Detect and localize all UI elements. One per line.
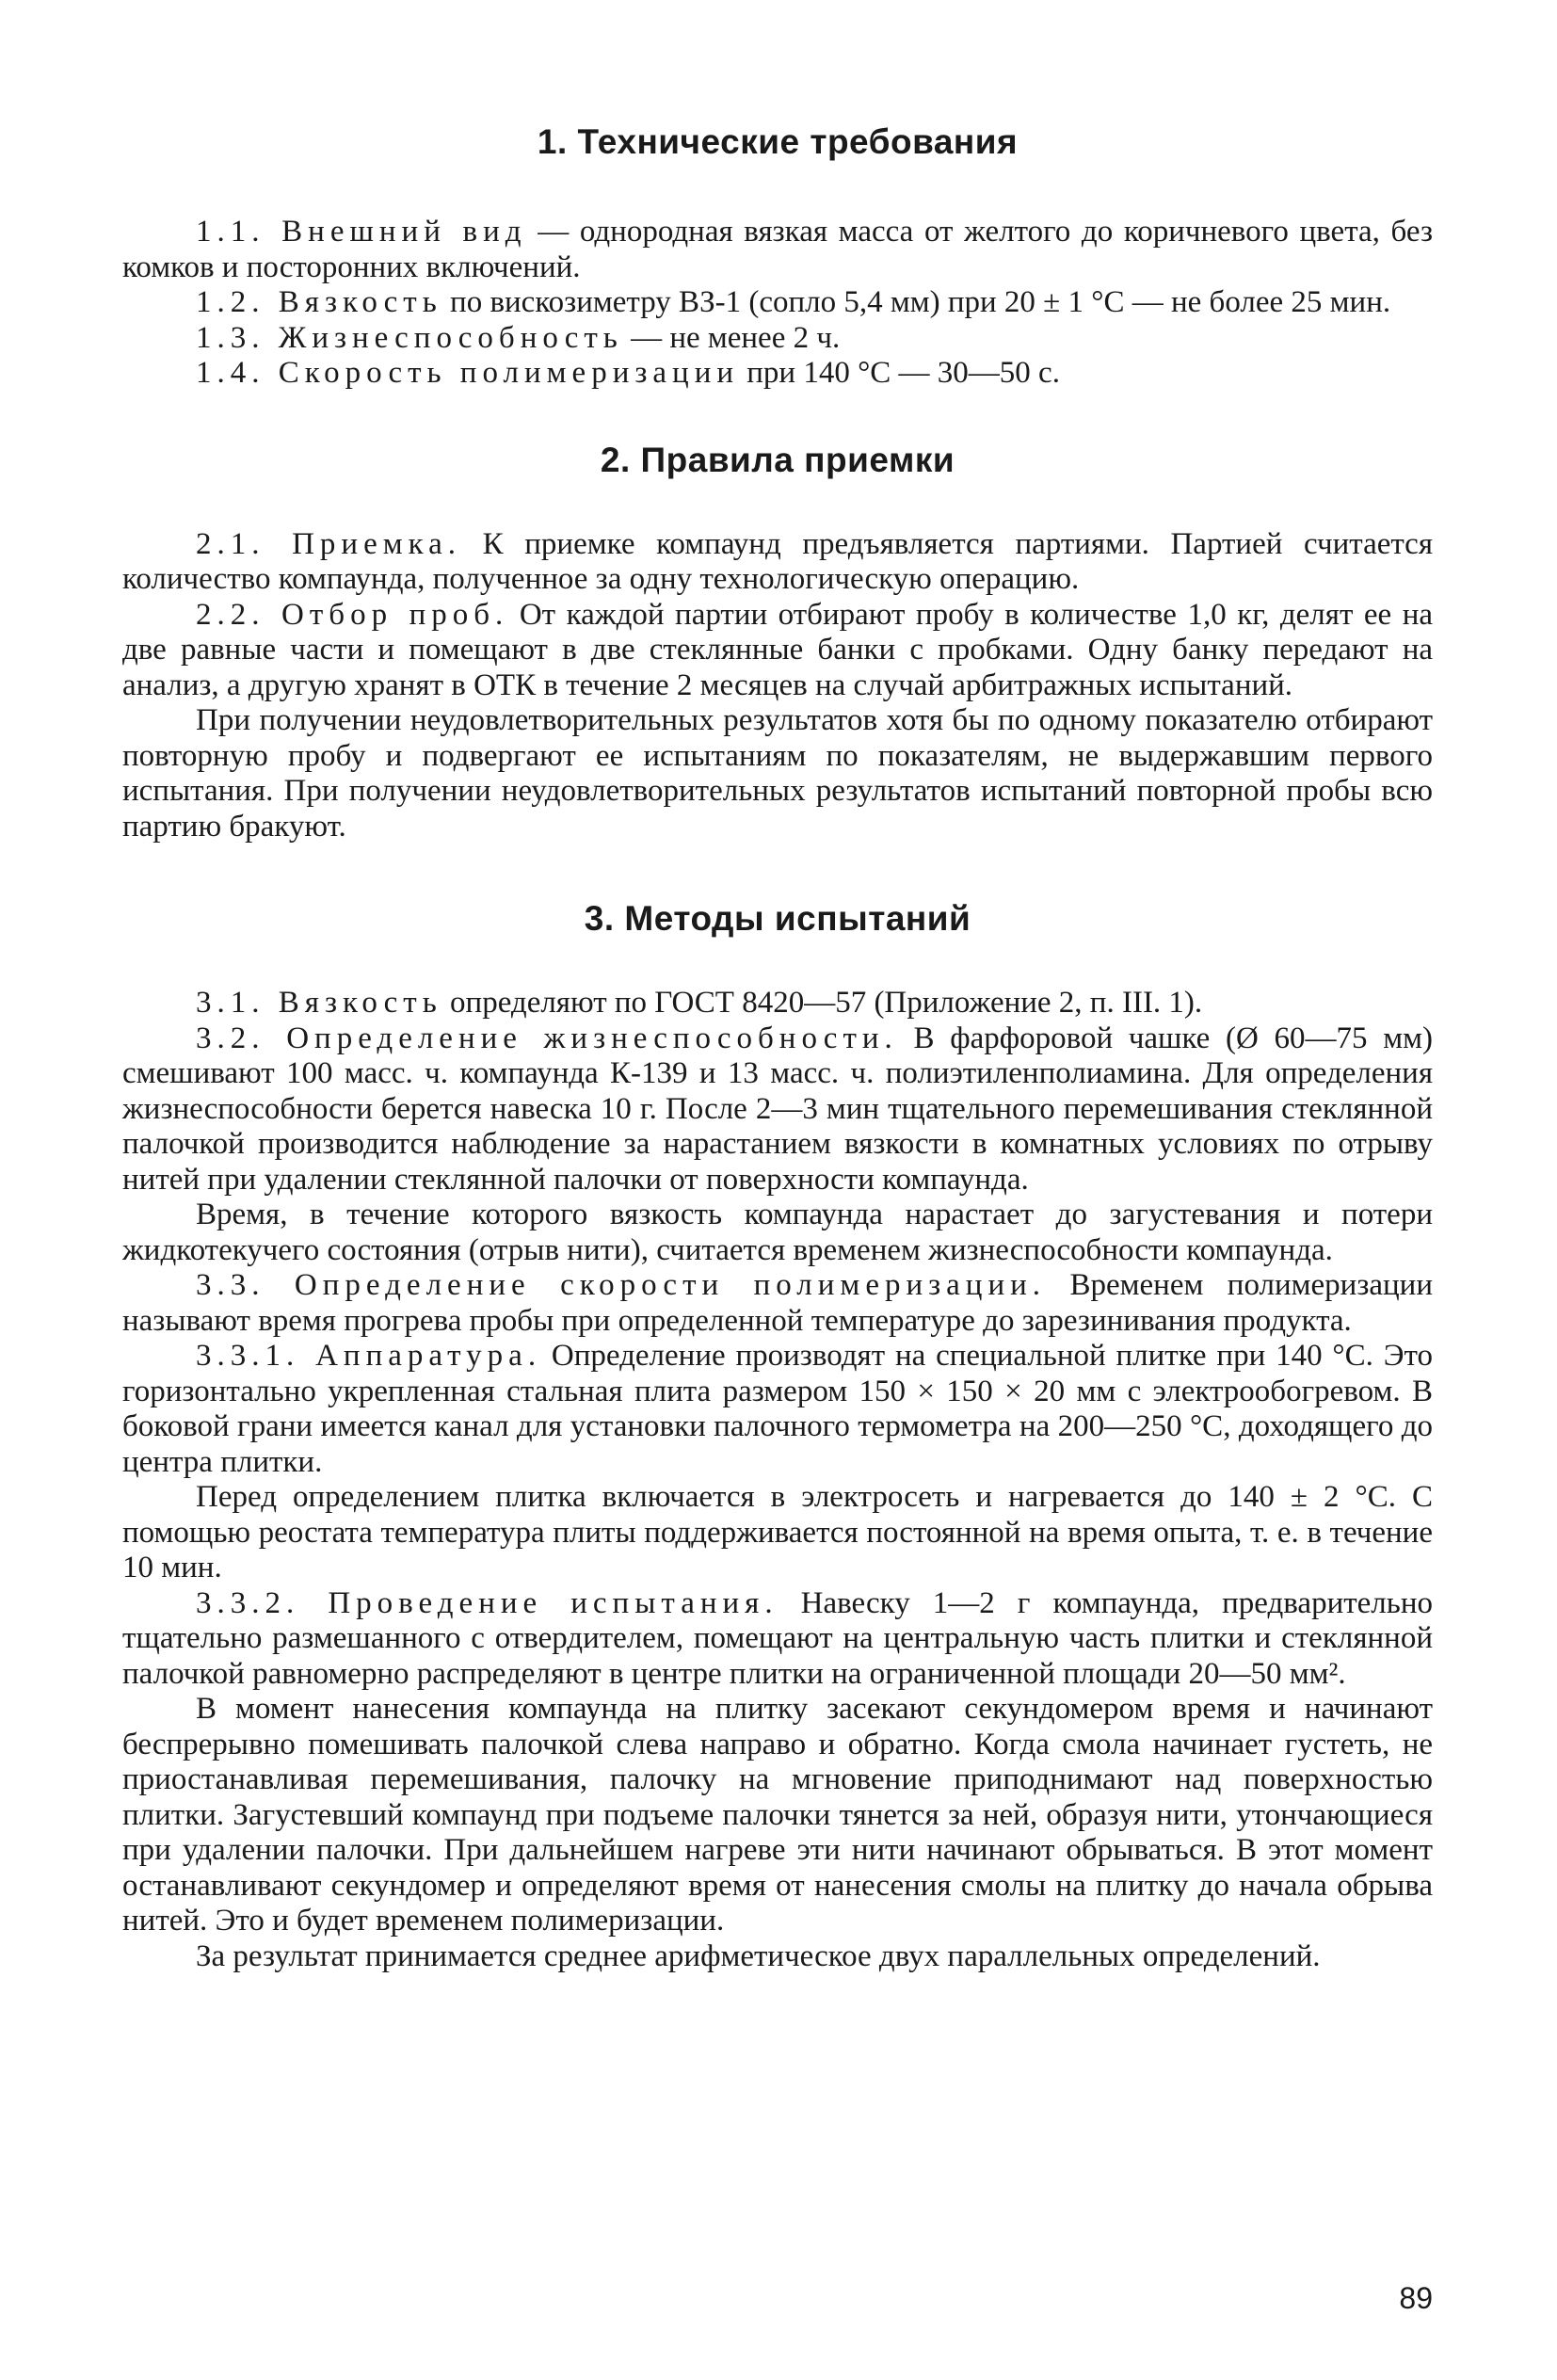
paragraph: 3.2. Определение жизнеспособности. В фарфоровой чашке (Ø 60—75 мм) смешивают 100 масс. ч. компаунда К-139 и 13 масс. ч. полиэтиленполиамина. Для определения жизнеспособности берется навеска 10 г. После 2—3 мин тщательного перемешивания стеклянной палочкой производится наблюдение за нарастанием вязкости в комнатных условиях по отрыву нитей при удалении стеклянной палочки от поверхности компаунда. xyxy=(122,1021,1434,1197)
paragraph: 3.3.1. Аппаратура. Определение производят на специальной плитке при 140 °С. Это горизонтально укрепленная стальная плита размером 150 × 150 × 20 мм с электрообогревом. В боковой грани имеется канал для установки палочного термометра на 200—250 °С, доходящего до центра плитки. xyxy=(122,1339,1433,1479)
paragraph: 2.2. Отбор проб. От каждой партии отбирают пробу в количестве 1,0 кг, делят ее на две равные части и помещают в две стеклянные банки с пробками. Одну банку передают на анализ, а другую хранят в ОТК в течение 2 месяцев на случай арбитражных испытаний. xyxy=(122,597,1434,702)
paragraph: 3.1. Вязкость определяют по ГОСТ 8420—57 (Приложение 2, п. III. 1). xyxy=(196,986,1203,1020)
section-requirements xyxy=(122,215,1433,392)
paragraph: 1.3. Жизнеспособность — не менее 2 ч. xyxy=(196,320,841,355)
paragraph: 1.2. Вязкость по вискозиметру ВЗ-1 (сопло 5,4 мм) при 20 ± 1 °С — не более 25 мин. xyxy=(196,285,1391,319)
paragraph: Перед определением плитка включается в электросеть и нагревается до 140 ± 2 °С. С помощью реостата температура плиты поддерживается постоянной на время опыта, т. е. в течение 10 мин. xyxy=(122,1480,1433,1584)
section-acceptance xyxy=(122,527,1433,845)
section-title-methods: 3. Методы испытаний xyxy=(584,899,971,938)
paragraph: 2.1. Приемка. К приемке компаунд предъявляется партиями. Партией считается количество компаунда, полученное за одну технологическую операцию. xyxy=(122,526,1434,596)
page-number: 89 xyxy=(1399,2281,1433,2315)
section-title-requirements: 1. Технические требования xyxy=(537,122,1019,161)
paragraph: 1.4. Скорость полимеризации при 140 °С — 30—50 с. xyxy=(196,356,1060,390)
paragraph: В момент нанесения компаунда на плитку засекают секундомером время и начинают беспрерывно помешивать палочкой слева направо и обратно. Когда смола начинает густеть, не приостанавливая перемешивания, палочку на мгновение приподнимают над поверхностью плитки. Загустевший компаунд при подъеме палочки тянется за ней, образуя нити, утончающиеся при удалении палочки. При дальнейшем нагреве эти нити начинают обрываться. В этот момент останавливают секундомер и определяют время от нанесения смолы на плитку до начала обрыва нитей. Это и будет временем полимеризации. xyxy=(122,1692,1433,1938)
paragraph: Время, в течение которого вязкость компаунда нарастает до загустевания и потери жидкотекучего состояния (отрыв нити), считается временем жизнеспособности компаунда. xyxy=(122,1198,1433,1267)
section-methods xyxy=(122,986,1433,1974)
document-page xyxy=(122,122,1433,2316)
paragraph: 1.1. Внешний вид — однородная вязкая масса от желтого до коричневого цвета, без комков и посторонних включений. xyxy=(122,215,1434,284)
paragraph: За результат принимается среднее арифметическое двух параллельных определений. xyxy=(196,1938,1321,1973)
paragraph: 3.3.2. Проведение испытания. Навеску 1—2 г компаунда, предварительно тщательно размешанного с отвердителем, помещают на центральную часть плитки и стеклянной палочкой равномерно распределяют в центре плитки на ограниченной площади 20—50 мм². xyxy=(122,1585,1433,1691)
paragraph: 3.3. Определение скорости полимеризации. Временем полимеризации называют время прогрева пробы при определенной температуре до зарезинивания продукта. xyxy=(122,1268,1433,1338)
paragraph: При получении неудовлетворительных результатов хотя бы по одному показателю отбирают повторную пробу и подвергают ее испытаниям по показателям, не выдержавшим первого испытания. При получении неудовлетворительных результатов испытаний повторной пробы всю партию бракуют. xyxy=(122,703,1433,844)
section-title-acceptance: 2. Правила приемки xyxy=(600,440,955,479)
